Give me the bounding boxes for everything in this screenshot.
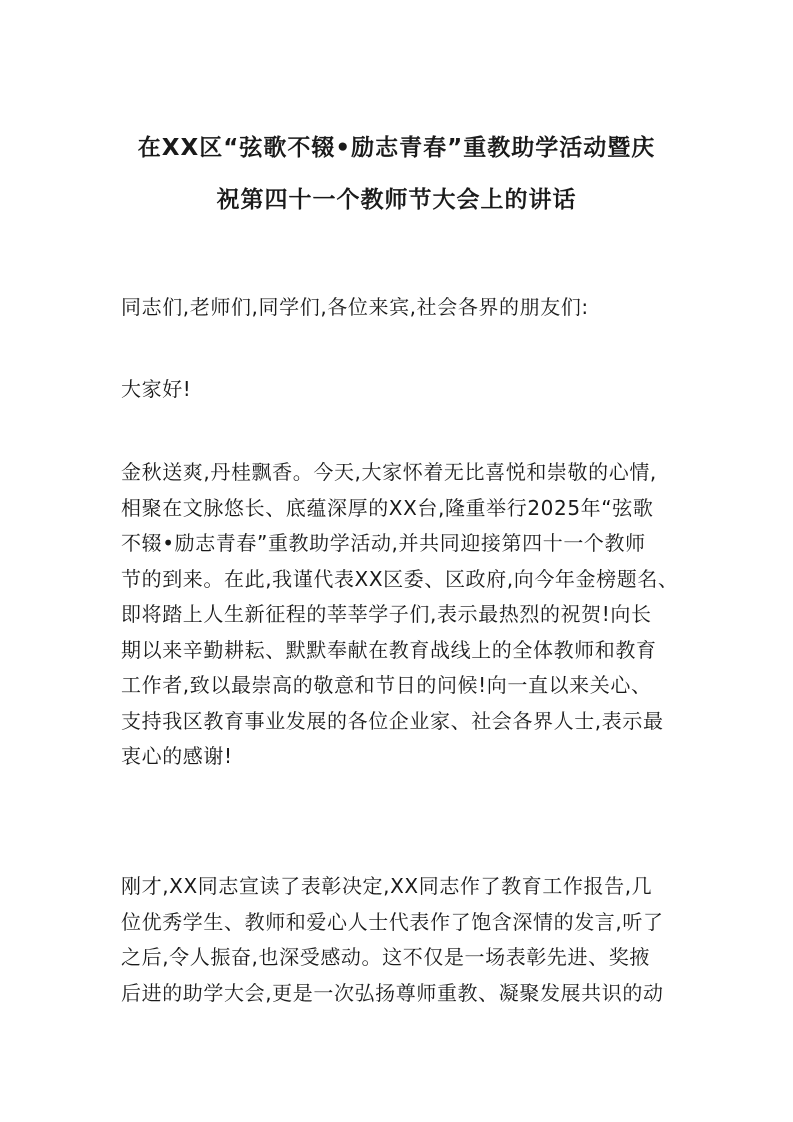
paragraph-1 xyxy=(121,455,686,775)
document-title xyxy=(60,122,733,226)
hello-text: 大家好! xyxy=(121,377,192,401)
hello-line xyxy=(121,372,686,408)
paragraph-line: 支持我区教育事业发展的各位企业家、社会各界人士,表示最 xyxy=(121,708,664,733)
paragraph-line: 位优秀学生、教师和爱心人士代表作了饱含深情的发言,听了 xyxy=(121,909,664,934)
paragraph-line: 期以来辛勤耕耘、默默奉献在教育战线上的全体教师和教育 xyxy=(121,637,657,662)
paragraph-line: 节的到来。在此,我谨代表XX区委、区政府,向今年金榜题名、 xyxy=(121,566,679,591)
paragraph-line: 衷心的感谢! xyxy=(121,744,233,768)
paragraph-line: 即将踏上人生新征程的莘莘学子们,表示最热烈的祝贺!向长 xyxy=(121,602,652,626)
paragraph-2 xyxy=(121,869,686,1011)
paragraph-line: 不辍•励志青春”重教助学活动,并共同迎接第四十一个教师 xyxy=(121,531,646,555)
paragraph-line: 刚才,XX同志宣读了表彰决定,XX同志作了教育工作报告,几 xyxy=(121,874,653,898)
salutation-text: 同志们,老师们,同学们,各位来宾,社会各界的朋友们: xyxy=(121,295,589,319)
paragraph-line: 相聚在文脉悠长、底蕴深厚的XX台,隆重举行2025年“弦歌 xyxy=(121,495,654,520)
salutation xyxy=(121,290,686,326)
paragraph-line: 之后,令人振奋,也深受感动。这不仅是一场表彰先进、奖掖 xyxy=(121,945,650,969)
paragraph-line: 金秋送爽,丹桂飘香。今天,大家怀着无比喜悦和崇敬的心情, xyxy=(121,460,657,484)
title-line: 祝第四十一个教师节大会上的讲话 xyxy=(216,187,577,213)
title-line: 在XX区“弦歌不辍•励志青春”重教助学活动暨庆 xyxy=(137,135,656,161)
paragraph-line: 后进的助学大会,更是一次弘扬尊师重教、凝聚发展共识的动 xyxy=(121,980,664,1005)
paragraph-line: 工作者,致以最崇高的敬意和节日的问候!向一直以来关心、 xyxy=(121,673,652,697)
